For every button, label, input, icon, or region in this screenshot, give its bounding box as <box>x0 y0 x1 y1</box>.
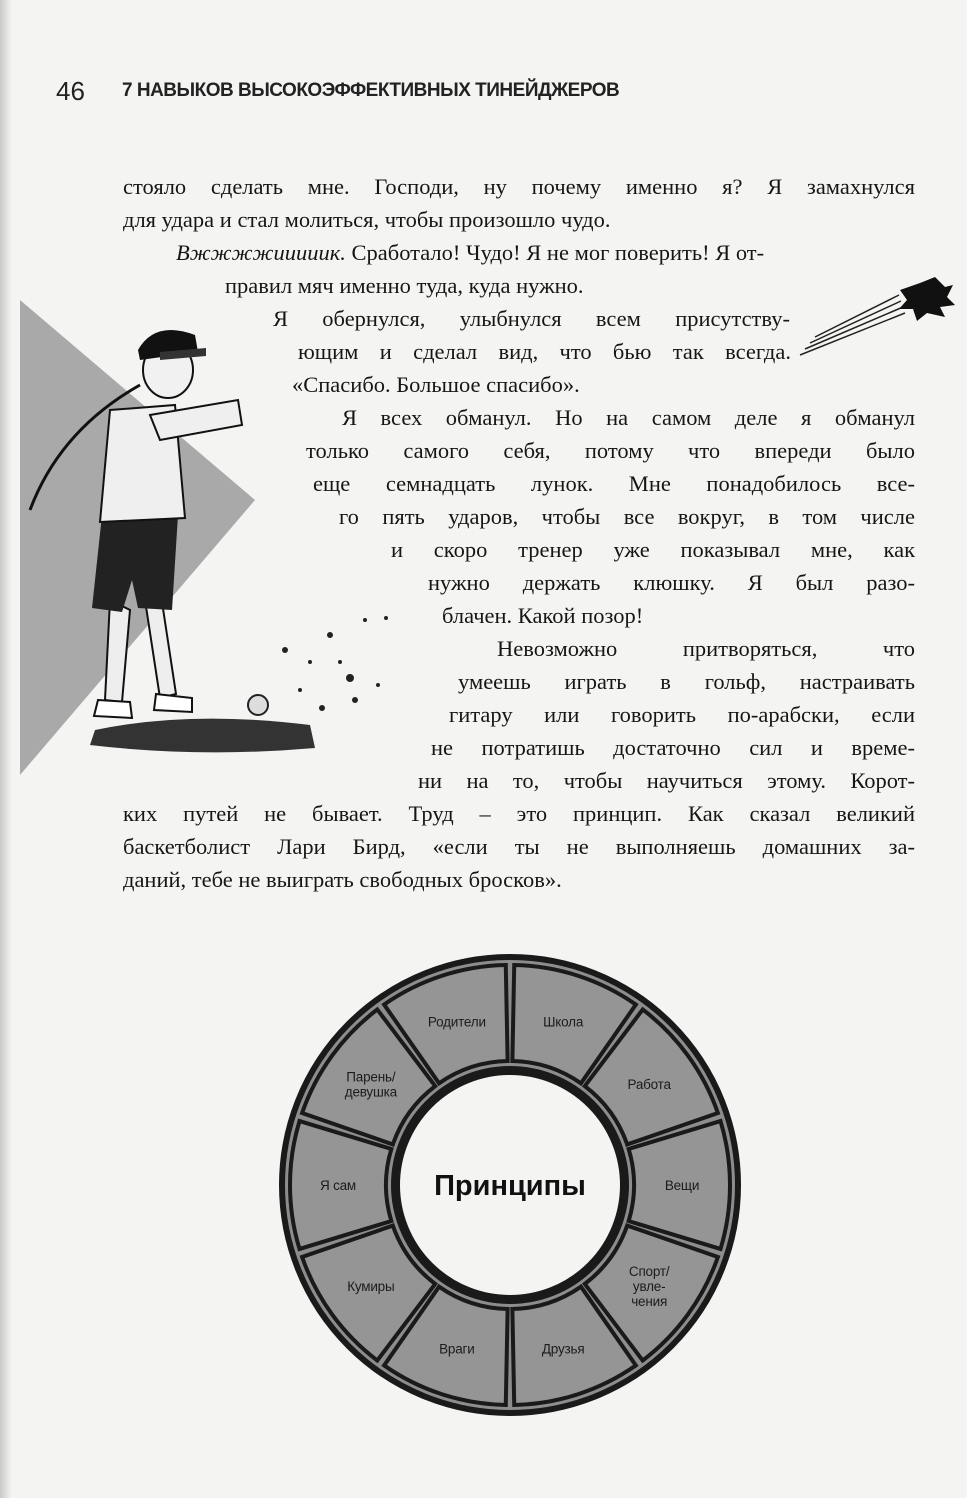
text-span: Сработало! Чудо! Я не мог поверить! Я от- <box>345 240 765 265</box>
wheel-segment-label: Работа <box>627 1076 671 1092</box>
principles-wheel <box>275 950 745 1420</box>
text-line: ни на то, чтобы научиться этому. Корот- <box>418 768 915 793</box>
text-line: ких путей не бывает. Труд – это принцип. Как сказал великий <box>123 801 915 826</box>
text-line: умеешь играть в гольф, настраивать <box>458 669 915 694</box>
wheel-segment-label: Школа <box>543 1014 584 1030</box>
text-line: гитару или говорить по-арабски, если <box>449 702 915 727</box>
wheel-segment-label: Враги <box>439 1341 475 1357</box>
text-line: не потратишь достаточно сил и време- <box>431 735 915 760</box>
wheel-segment-label: Кумиры <box>347 1279 395 1295</box>
ground <box>90 719 315 753</box>
text-line: Я обернулся, улыбнулся всем присутству- <box>273 306 790 331</box>
text-line: Невозможно притворяться, что <box>497 636 915 661</box>
wheel-segment-label: Друзья <box>541 1341 585 1357</box>
text-line: ющим и сделал вид, что бью так всегда. <box>298 339 791 364</box>
text-line: даний, тебе не выиграть свободных бросков». <box>123 867 562 892</box>
text-line: баскетболист Лари Бирд, «если ты не выполняешь домашних за- <box>123 834 915 859</box>
text-line: го пять ударов, чтобы все вокруг, в том числе <box>339 504 915 529</box>
text-line: Я всех обманул. Но на самом деле я обманул <box>342 405 915 430</box>
wheel-segment-label: Вещи <box>664 1178 700 1193</box>
text-line: стояло сделать мне. Господи, ну почему именно я? Я замахнулся <box>123 174 915 199</box>
text-line: и скоро тренер уже показывал мне, как <box>391 537 915 562</box>
ball-streak <box>795 275 955 365</box>
page-number: 46 <box>56 76 85 106</box>
wheel-segment-label: Парень/ девушка <box>344 1069 397 1100</box>
text-line: для удара и стал молиться, чтобы произошло чудо. <box>123 207 611 232</box>
text-line: блачен. Какой позор! <box>442 603 644 628</box>
onomatopoeia: Вжжжжииииик. <box>176 240 346 265</box>
wheel-center-label: Принципы <box>434 1170 586 1202</box>
text-line: «Спасибо. Большое спасибо». <box>292 372 580 397</box>
text-line: правил мяч именно туда, куда нужно. <box>225 273 584 298</box>
wheel-segment-label: Я сам <box>319 1178 357 1193</box>
running-title: 7 НАВЫКОВ ВЫСОКОЭФФЕКТИВНЫХ ТИНЕЙДЖЕРОВ <box>122 80 620 101</box>
wheel-segment-label: Родители <box>427 1014 486 1030</box>
wheel-segment-label: Спорт/ увле-чения <box>628 1264 670 1310</box>
golf-ball <box>248 695 268 715</box>
text-line <box>176 236 915 269</box>
text-line: нужно держать клюшку. Я был разо- <box>428 570 915 595</box>
text-line: еще семнадцать лунок. Мне понадобилось все- <box>313 471 915 496</box>
text-line: только самого себя, потому что впереди было <box>306 438 915 463</box>
running-header <box>0 76 967 106</box>
